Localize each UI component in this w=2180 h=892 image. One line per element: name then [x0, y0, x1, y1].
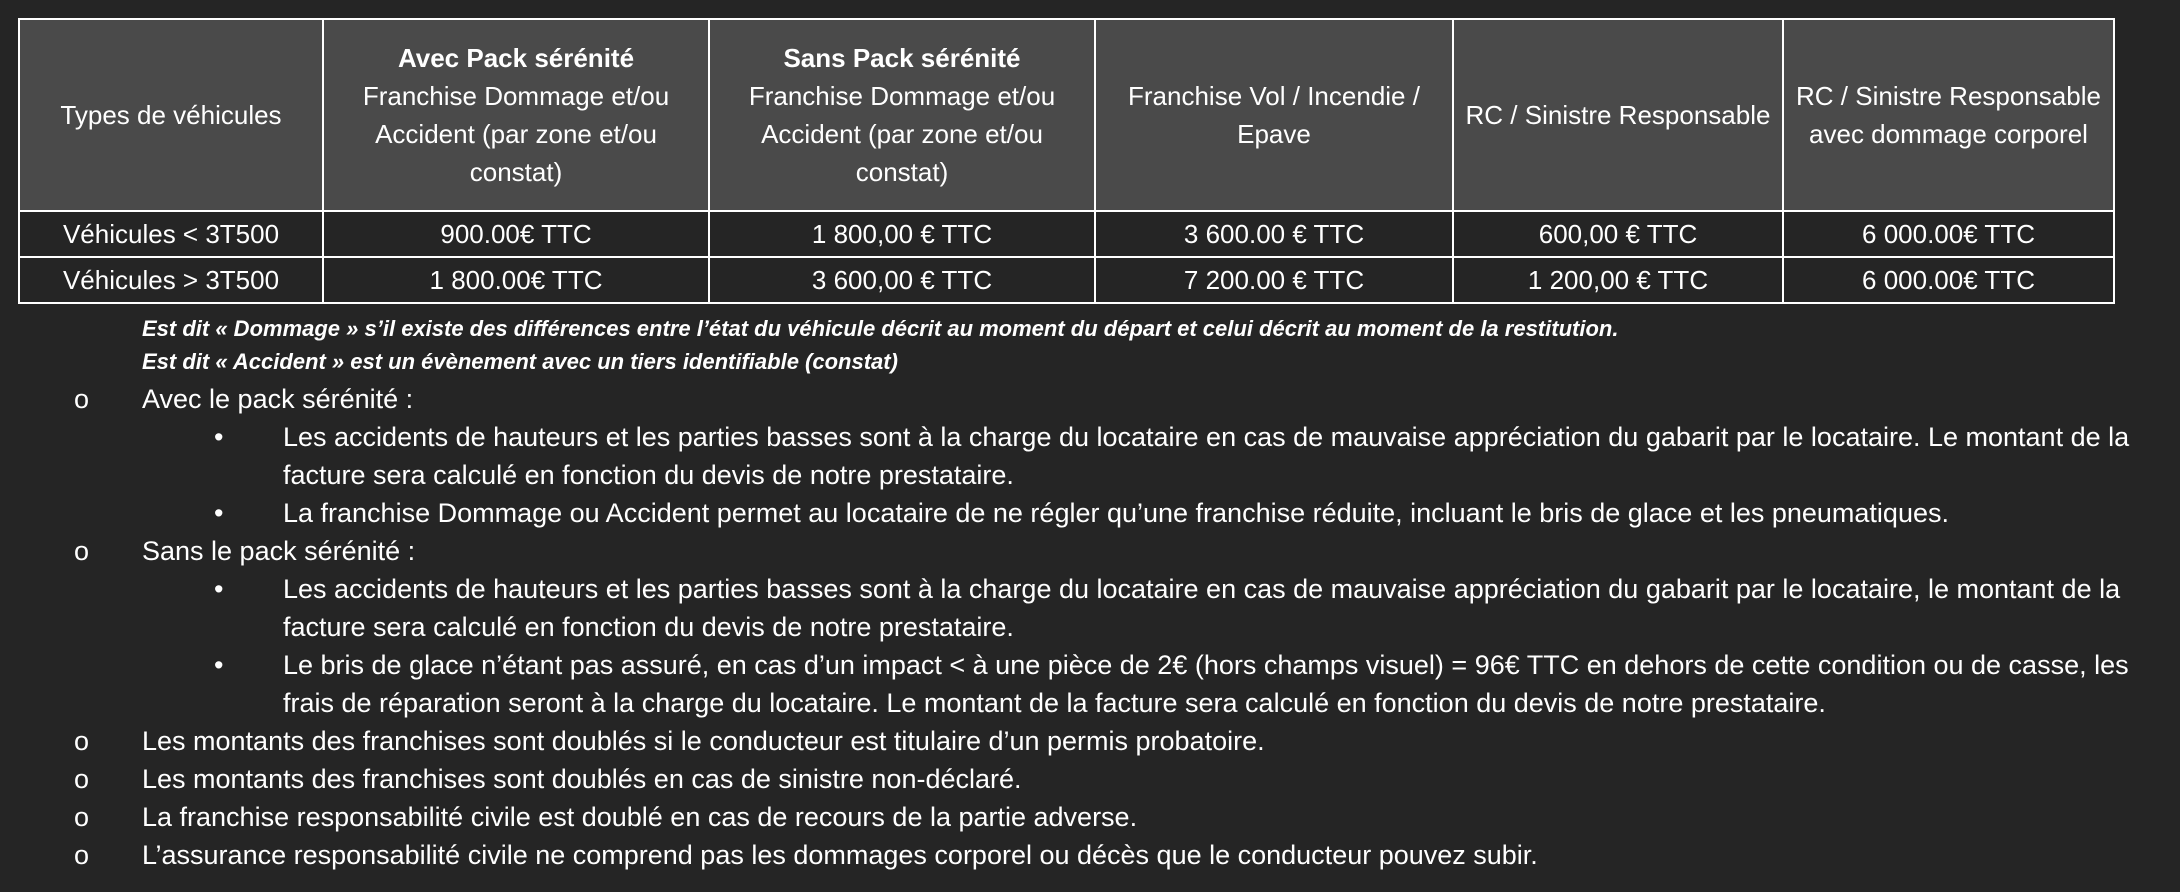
list-item [0, 380, 2180, 418]
cell-rc-corporel: 6 000.00€ TTC [1783, 257, 2114, 303]
list-item-text: L’assurance responsabilité civile ne comprend pas les dommages corporel ou décès que le conducteur pouvez subir. [142, 840, 1538, 870]
list-item-text: Les montants des franchises sont doublés en cas de sinistre non-déclaré. [142, 764, 1022, 794]
header-sans-pack [709, 19, 1095, 211]
circle-bullet-icon: o [74, 802, 90, 832]
list-item [0, 760, 2180, 798]
franchise-table [18, 18, 2115, 304]
header-vehicle-types: Types de véhicules [19, 19, 323, 211]
sub-list-item-text: Le bris de glace n’étant pas assuré, en cas d’un impact < à une pièce de 2€ (hors champs visuel) = 96€ TTC en dehors de cette condition ou de casse, les frais de réparation seront à la charge du locataire. Le montant de la facture sera calculé en fonction du devis de notre prestataire. [283, 650, 2129, 718]
note-accident: Est dit « Accident » est un évènement avec un tiers identifiable (constat) [142, 349, 898, 374]
sub-list-item-text: Les accidents de hauteurs et les parties basses sont à la charge du locataire en cas de mauvaise appréciation du gabarit par le locataire, le montant de la facture sera calculé en fonction du devis de notre prestataire. [283, 574, 2121, 642]
table-header-row [19, 19, 2114, 211]
bullet-icon: • [214, 498, 224, 528]
header-avec-pack-sub: Franchise Dommage et/ou Accident (par zone et/ou constat) [362, 81, 670, 187]
cell-avec-pack: 900.00€ TTC [323, 211, 709, 257]
cell-sans-pack: 1 800,00 € TTC [709, 211, 1095, 257]
header-rc-sinistre: RC / Sinistre Responsable [1453, 19, 1783, 211]
list-item-text: Sans le pack sérénité : [142, 536, 416, 566]
sub-list-item [0, 646, 2180, 722]
header-avec-pack-title: Avec Pack sérénité [397, 43, 635, 73]
note-dommage: Est dit « Dommage » s’il existe des différences entre l’état du véhicule décrit au moment du départ et celui décrit au moment de la restitution. [142, 316, 1619, 341]
header-vol-incendie: Franchise Vol / Incendie / Epave [1095, 19, 1453, 211]
sub-list-item [0, 494, 2180, 532]
list-item-text: La franchise responsabilité civile est doublé en cas de recours de la partie adverse. [142, 802, 1138, 832]
header-sans-pack-sub: Franchise Dommage et/ou Accident (par zone et/ou constat) [748, 81, 1056, 187]
cell-vehicle-type: Véhicules < 3T500 [19, 211, 323, 257]
bullet-icon: • [214, 650, 224, 680]
header-rc-corporel: RC / Sinistre Responsable avec dommage corporel [1783, 19, 2114, 211]
table-row [19, 211, 2114, 257]
circle-bullet-icon: o [74, 384, 90, 414]
circle-bullet-icon: o [74, 840, 90, 870]
cell-avec-pack: 1 800.00€ TTC [323, 257, 709, 303]
list-item [0, 798, 2180, 836]
cell-sans-pack: 3 600,00 € TTC [709, 257, 1095, 303]
list-item-text: Avec le pack sérénité : [142, 384, 414, 414]
circle-bullet-icon: o [74, 536, 90, 566]
list-item-text: Les montants des franchises sont doublés si le conducteur est titulaire d’un permis probatoire. [142, 726, 1265, 756]
cell-vehicle-type: Véhicules > 3T500 [19, 257, 323, 303]
cell-rc-sinistre: 1 200,00 € TTC [1453, 257, 1783, 303]
table-row [19, 257, 2114, 303]
list-item [0, 532, 2180, 570]
cell-rc-corporel: 6 000.00€ TTC [1783, 211, 2114, 257]
list-item [0, 722, 2180, 760]
circle-bullet-icon: o [74, 726, 90, 756]
sub-list-item [0, 570, 2180, 646]
sub-list-item-text: Les accidents de hauteurs et les parties basses sont à la charge du locataire en cas de mauvaise appréciation du gabarit par le locataire. Le montant de la facture sera calculé en fonction du devis de notre prestataire. [283, 422, 2130, 490]
cell-vol-incendie: 3 600.00 € TTC [1095, 211, 1453, 257]
conditions-list [0, 380, 2180, 874]
header-avec-pack [323, 19, 709, 211]
sub-list-item [0, 418, 2180, 494]
list-item [0, 836, 2180, 874]
circle-bullet-icon: o [74, 764, 90, 794]
bullet-icon: • [214, 422, 224, 452]
cell-vol-incendie: 7 200.00 € TTC [1095, 257, 1453, 303]
definitions-notes [142, 312, 1618, 378]
bullet-icon: • [214, 574, 224, 604]
header-sans-pack-title: Sans Pack sérénité [783, 43, 1021, 73]
cell-rc-sinistre: 600,00 € TTC [1453, 211, 1783, 257]
sub-list-item-text: La franchise Dommage ou Accident permet au locataire de ne régler qu’une franchise réduite, incluant le bris de glace et les pneumatiques. [283, 498, 1949, 528]
